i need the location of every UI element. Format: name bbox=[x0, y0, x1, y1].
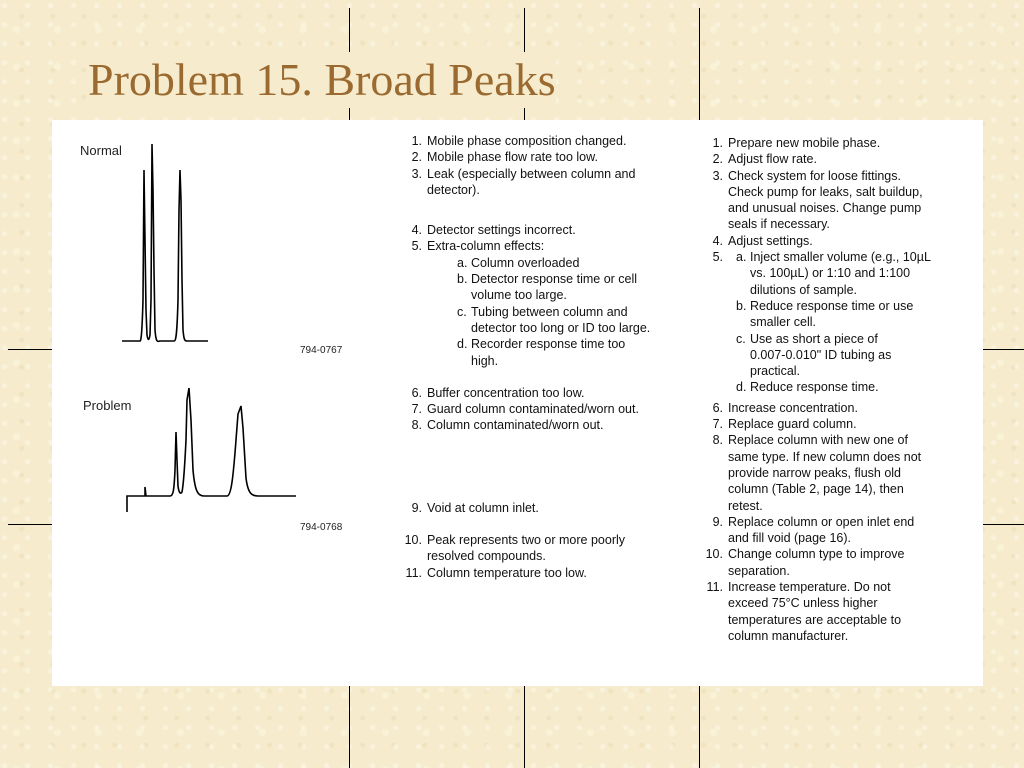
problem-figure-code: 794-0768 bbox=[300, 522, 343, 533]
normal-figure-code: 794-0767 bbox=[300, 345, 343, 356]
action-3-line4: seals if necessary. bbox=[728, 217, 830, 232]
action-9-line2: and fill void (page 16). bbox=[728, 531, 851, 546]
cause-2: 2. Mobile phase flow rate too low. bbox=[411, 150, 598, 165]
cause-3: 3. Leak (especially between column and detector). bbox=[411, 166, 636, 197]
grid-line-h2 bbox=[8, 524, 54, 525]
cause-9: 9. Void at column inlet. bbox=[411, 500, 539, 515]
action-11: 11. Increase temperature. Do not bbox=[706, 580, 891, 595]
action-6: 6. Increase concentration. bbox=[712, 400, 858, 415]
problem-label: Problem bbox=[83, 398, 132, 413]
cause-6: 6. Buffer concentration too low. bbox=[411, 385, 585, 400]
problem-chromatogram bbox=[112, 380, 352, 520]
action-5c: c. Use as short a piece of 0.007-0.010" ID tubing as practical. bbox=[736, 331, 892, 379]
cause-5d: d. Recorder response time too high. bbox=[457, 337, 626, 368]
action-7: 7. Replace guard column. bbox=[712, 417, 857, 432]
content-panel bbox=[52, 120, 983, 686]
cause-11: 11. Column temperature too low. bbox=[405, 565, 587, 580]
problem-trace bbox=[127, 388, 296, 512]
action-8: 8. Replace column with new one of bbox=[712, 433, 908, 448]
grid-line-h1 bbox=[8, 349, 54, 350]
action-10: 10. Change column type to improve bbox=[705, 547, 905, 562]
grid-line-h4 bbox=[981, 524, 1024, 525]
action-8-line3: provide narrow peaks, flush old bbox=[728, 465, 902, 480]
action-11-line3: temperatures are acceptable to bbox=[728, 612, 902, 627]
action-8-line4: column (Table 2, page 14), then bbox=[728, 482, 904, 497]
cause-4: 4. Detector settings incorrect. bbox=[411, 223, 576, 238]
action-11-line2: exceed 75°C unless higher bbox=[728, 596, 878, 611]
action-1: 1. Prepare new mobile phase. bbox=[712, 136, 881, 150]
action-8-line5: retest. bbox=[728, 498, 763, 513]
cause-5c: c. Tubing between column and detector too long or ID too large. bbox=[457, 304, 651, 335]
action-4: 4. Adjust settings. bbox=[712, 233, 813, 248]
action-5b: b. Reduce response time or use smaller cell. bbox=[736, 298, 914, 330]
action-5d: d. Reduce response time. bbox=[736, 380, 879, 395]
normal-trace bbox=[122, 144, 208, 341]
cause-5b: b. Detector response time or cell volume too large. bbox=[457, 272, 638, 303]
cause-8: 8. Column contaminated/worn out. bbox=[411, 418, 604, 433]
normal-label: Normal bbox=[80, 143, 122, 158]
grid-line-h3 bbox=[981, 349, 1024, 350]
slide-title: Problem 15. Broad Peaks bbox=[88, 52, 556, 108]
action-5a: 5. a. Inject smaller volume (e.g., 10µL vs. 100µL) or 1:10 and 1:100 dilutions of sample. bbox=[712, 250, 931, 297]
action-10-line2: separation. bbox=[728, 563, 790, 578]
cause-5a: a. Column overloaded bbox=[457, 255, 580, 270]
action-11-line4: column manufacturer. bbox=[728, 628, 849, 643]
action-3-line2: Check pump for leaks, salt buildup, bbox=[728, 184, 923, 199]
action-8-line2: same type. If new column does not bbox=[728, 449, 922, 464]
cause-1: 1. Mobile phase composition changed. bbox=[411, 134, 627, 148]
action-3: 3. Check system for loose fittings. bbox=[712, 168, 901, 183]
action-9: 9. Replace column or open inlet end bbox=[712, 514, 915, 529]
action-3-line3: and unusual noises. Change pump bbox=[728, 201, 922, 216]
actions-column bbox=[705, 135, 975, 644]
cause-7: 7. Guard column contaminated/worn out. bbox=[411, 402, 639, 417]
normal-chromatogram bbox=[112, 130, 332, 350]
cause-10: 10. Peak represents two or more poorly resolved compounds. bbox=[404, 533, 626, 564]
cause-5: 5. Extra-column effects: bbox=[411, 239, 545, 254]
action-2: 2. Adjust flow rate. bbox=[712, 152, 817, 167]
causes-column bbox=[404, 133, 704, 581]
